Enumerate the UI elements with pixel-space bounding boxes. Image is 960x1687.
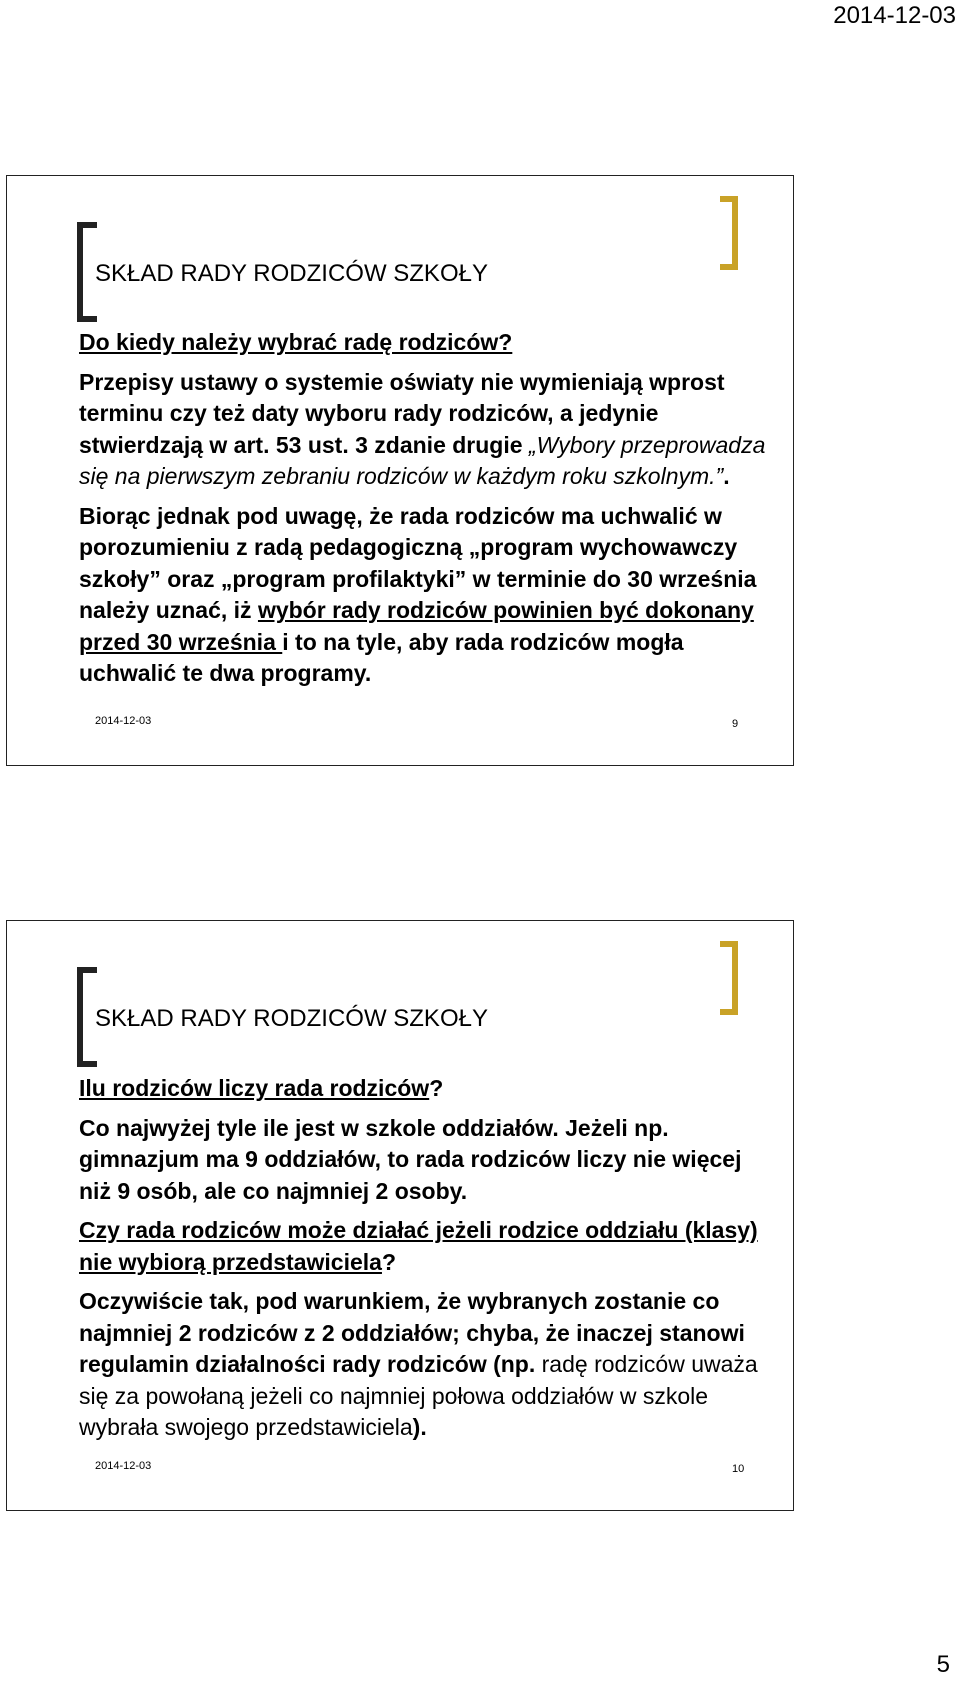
slide-footer-date: 2014-12-03 xyxy=(95,1460,152,1472)
page-number: 5 xyxy=(936,1651,950,1678)
right-bracket-decoration xyxy=(720,941,738,1015)
slide-number: 10 xyxy=(732,1463,745,1475)
slide-9 xyxy=(6,175,794,766)
header-date: 2014-12-03 xyxy=(833,2,956,29)
slide-body xyxy=(79,1073,779,1452)
left-bracket-decoration xyxy=(77,222,97,322)
question-2: Czy rada rodziców może działać jeżeli rodzice oddziału (klasy) nie wybiorą przedstawiciela? xyxy=(79,1217,758,1275)
slide-10 xyxy=(6,920,794,1511)
question-heading: Do kiedy należy wybrać radę rodziców? xyxy=(79,329,513,355)
underlined-conclusion: wybór rady rodziców powinien być dokonany przed 30 września xyxy=(79,597,754,655)
slide-body xyxy=(79,327,779,698)
left-bracket-decoration xyxy=(77,967,97,1067)
right-bracket-decoration xyxy=(720,196,738,270)
answer-2: Oczywiście tak, pod warunkiem, że wybranych zostanie co najmniej 2 rodziców z 2 oddziałów; chyba, że inaczej stanowi regulamin działalności rady rodziców (np. radę rodziców uważa się za powołaną jeżeli co najmniej połowa oddziałów w szkole wybrała swojego przedstawiciela). xyxy=(79,1288,758,1440)
quote-text: „Wybory przeprowadza się na pierwszym zebraniu rodziców w każdym roku szkolnym.” xyxy=(79,431,766,489)
slide-footer-date: 2014-12-03 xyxy=(95,715,152,727)
question-1: Ilu rodziców liczy rada rodziców? xyxy=(79,1075,444,1101)
paragraph-2: Biorąc jednak pod uwagę, że rada rodziców ma uchwalić w porozumieniu z radą pedagogiczną „program wychowawczy szkoły” oraz „program profilaktyki” w terminie do 30 września należy uznać, iż wybór rady rodziców powinien być dokonany przed 30 września i to na tyle, aby rada rodziców mogła uchwalić te dwa programy. xyxy=(79,502,757,686)
slide-title: SKŁAD RADY RODZICÓW SZKOŁY xyxy=(95,260,488,287)
paragraph-1: Przepisy ustawy o systemie oświaty nie wymieniają wprost terminu czy też daty wyboru rady rodziców, a jedynie stwierdzają w art. 53 ust. 3 zdanie drugie „Wybory przeprowadza się na pierwszym zebraniu rodziców w każdym roku szkolnym.”. xyxy=(79,368,766,489)
answer-1: Co najwyżej tyle ile jest w szkole oddziałów. Jeżeli np. gimnazjum ma 9 oddziałów, to rada rodziców liczy nie więcej niż 9 osób, ale co najmniej 2 osoby. xyxy=(79,1114,742,1204)
slide-number: 9 xyxy=(732,718,739,730)
slide-title: SKŁAD RADY RODZICÓW SZKOŁY xyxy=(95,1005,488,1032)
